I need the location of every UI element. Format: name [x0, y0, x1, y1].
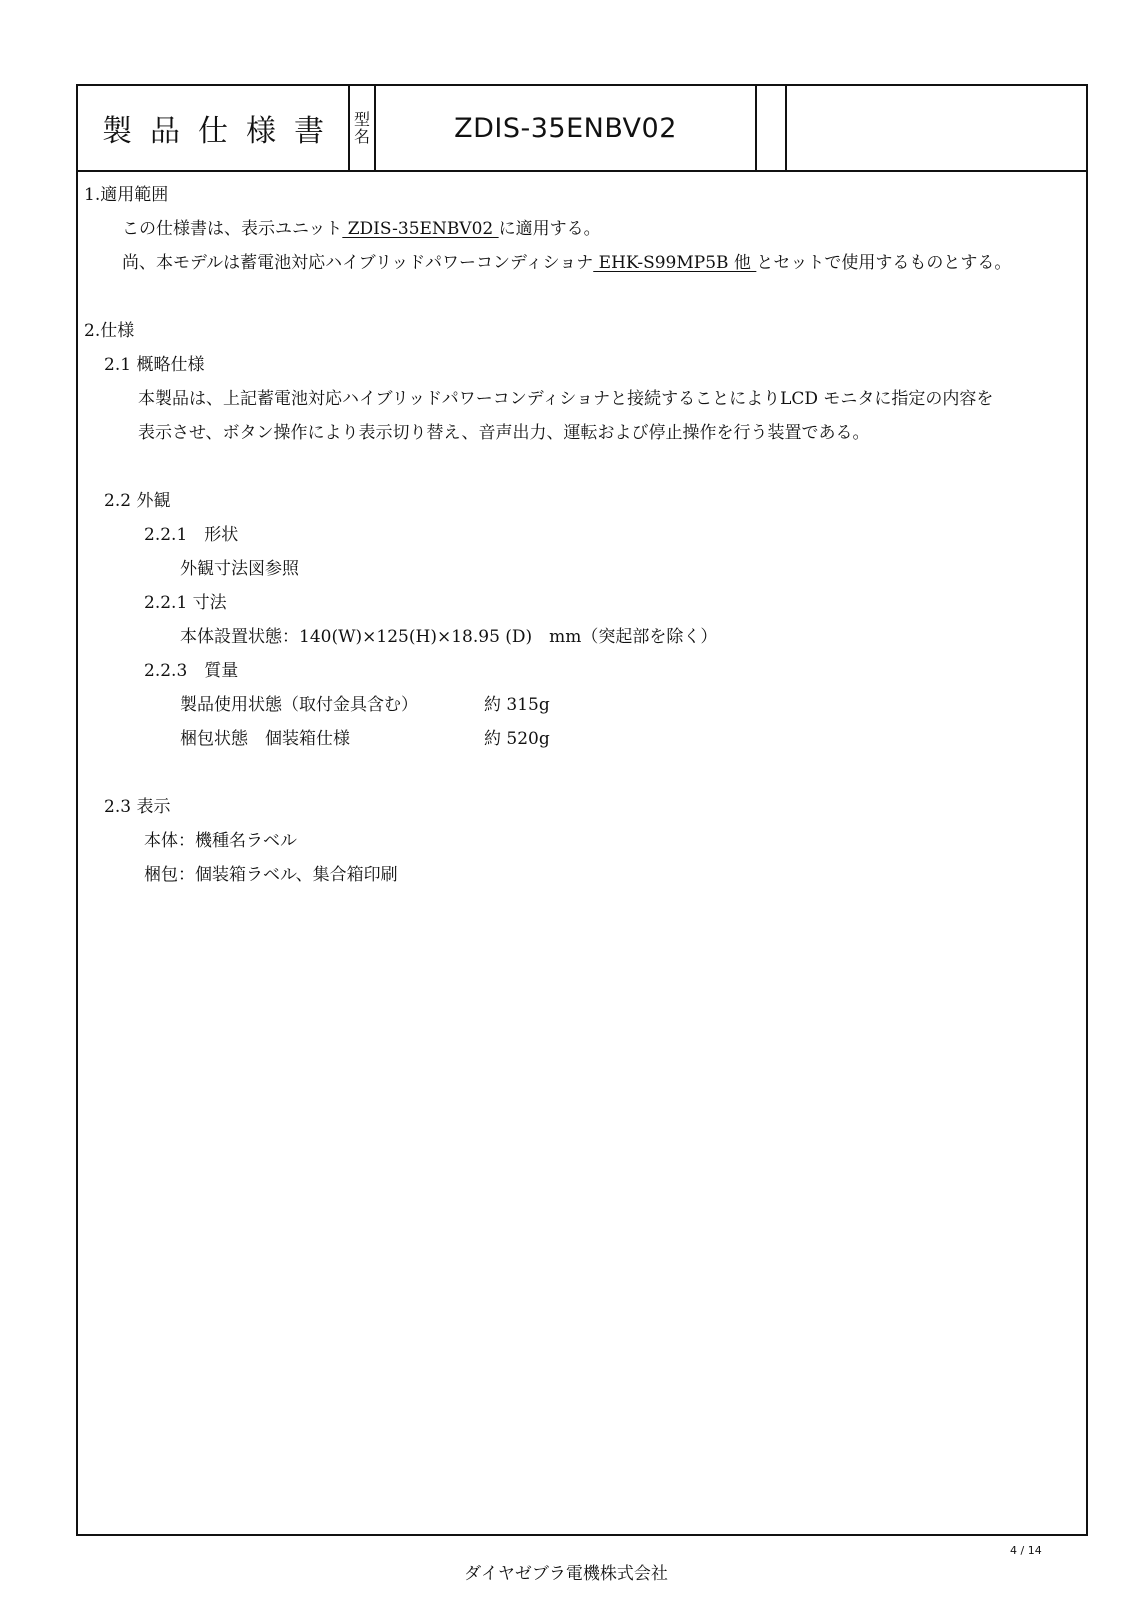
section-1-heading: 1.適用範囲 [84, 185, 169, 205]
blank-cell-2 [787, 86, 1086, 170]
section-2-2-2-text: 本体設置状態：140(W)×125(H)×18.95 (D) mm（突起部を除く） [180, 627, 718, 647]
weight-row [84, 722, 1074, 756]
section-1-line-2 [84, 246, 1074, 280]
document-title: 製品仕様書 [102, 114, 342, 149]
weight-value: 約 520g [484, 729, 550, 749]
section-2-2-1-text: 外観寸法図参照 [180, 559, 299, 579]
scope-text-1: この仕様書は、表示ユニット [122, 219, 343, 239]
section-2-2-2-heading: 2.2.1 寸法 [144, 593, 227, 613]
section-2-1-line-1: 本製品は、上記蓄電池対応ハイブリッドパワーコンディショナと接続することによりLCD モニタに指定の内容を [138, 389, 994, 409]
blank-cell-1 [757, 86, 787, 170]
scope-pcs-model: EHK-S99MP5B 他 [593, 253, 757, 273]
section-2-1-heading: 2.1 概略仕様 [104, 355, 205, 375]
scope-text-4: とセットで使用するものとする。 [756, 253, 1012, 273]
title-cell [78, 86, 350, 170]
model-label-cell [350, 86, 376, 170]
weight-label: 梱包状態 個装箱仕様 [180, 729, 350, 749]
scope-text-2: に適用する。 [498, 219, 601, 239]
section-2-2-heading: 2.2 外観 [104, 491, 171, 511]
section-2-2-1-heading: 2.2.1 形状 [144, 525, 239, 545]
section-2-3-heading: 2.3 表示 [104, 797, 171, 817]
section-1-line-1 [84, 212, 1074, 246]
company-name: ダイヤゼブラ電機株式会社 [464, 1564, 668, 1584]
header-table [78, 86, 1086, 172]
model-value-cell [376, 86, 757, 170]
scope-model: ZDIS-35ENBV02 [342, 219, 499, 239]
document-frame [76, 84, 1088, 1536]
section-2-1-line-2: 表示させ、ボタン操作により表示切り替え、音声出力、運転および停止操作を行う装置である。 [138, 423, 870, 443]
section-2-3-line-2: 梱包：個装箱ラベル、集合箱印刷 [144, 865, 398, 885]
section-2-3-line-1: 本体：機種名ラベル [144, 831, 297, 851]
model-value: ZDIS-35ENBV02 [454, 112, 677, 144]
section-2-heading: 2.仕様 [84, 321, 135, 341]
page-number: 4 / 14 [1010, 1544, 1042, 1557]
section-2-2-3-heading: 2.2.3 質量 [144, 661, 239, 681]
document-body [84, 178, 1074, 892]
weight-row [84, 688, 1074, 722]
scope-text-3: 尚、本モデルは蓄電池対応ハイブリッドパワーコンディショナ [122, 253, 594, 273]
weight-value: 約 315g [484, 695, 550, 715]
model-label: 型名 [353, 110, 370, 146]
weight-label: 製品使用状態（取付金具含む） [180, 695, 418, 715]
